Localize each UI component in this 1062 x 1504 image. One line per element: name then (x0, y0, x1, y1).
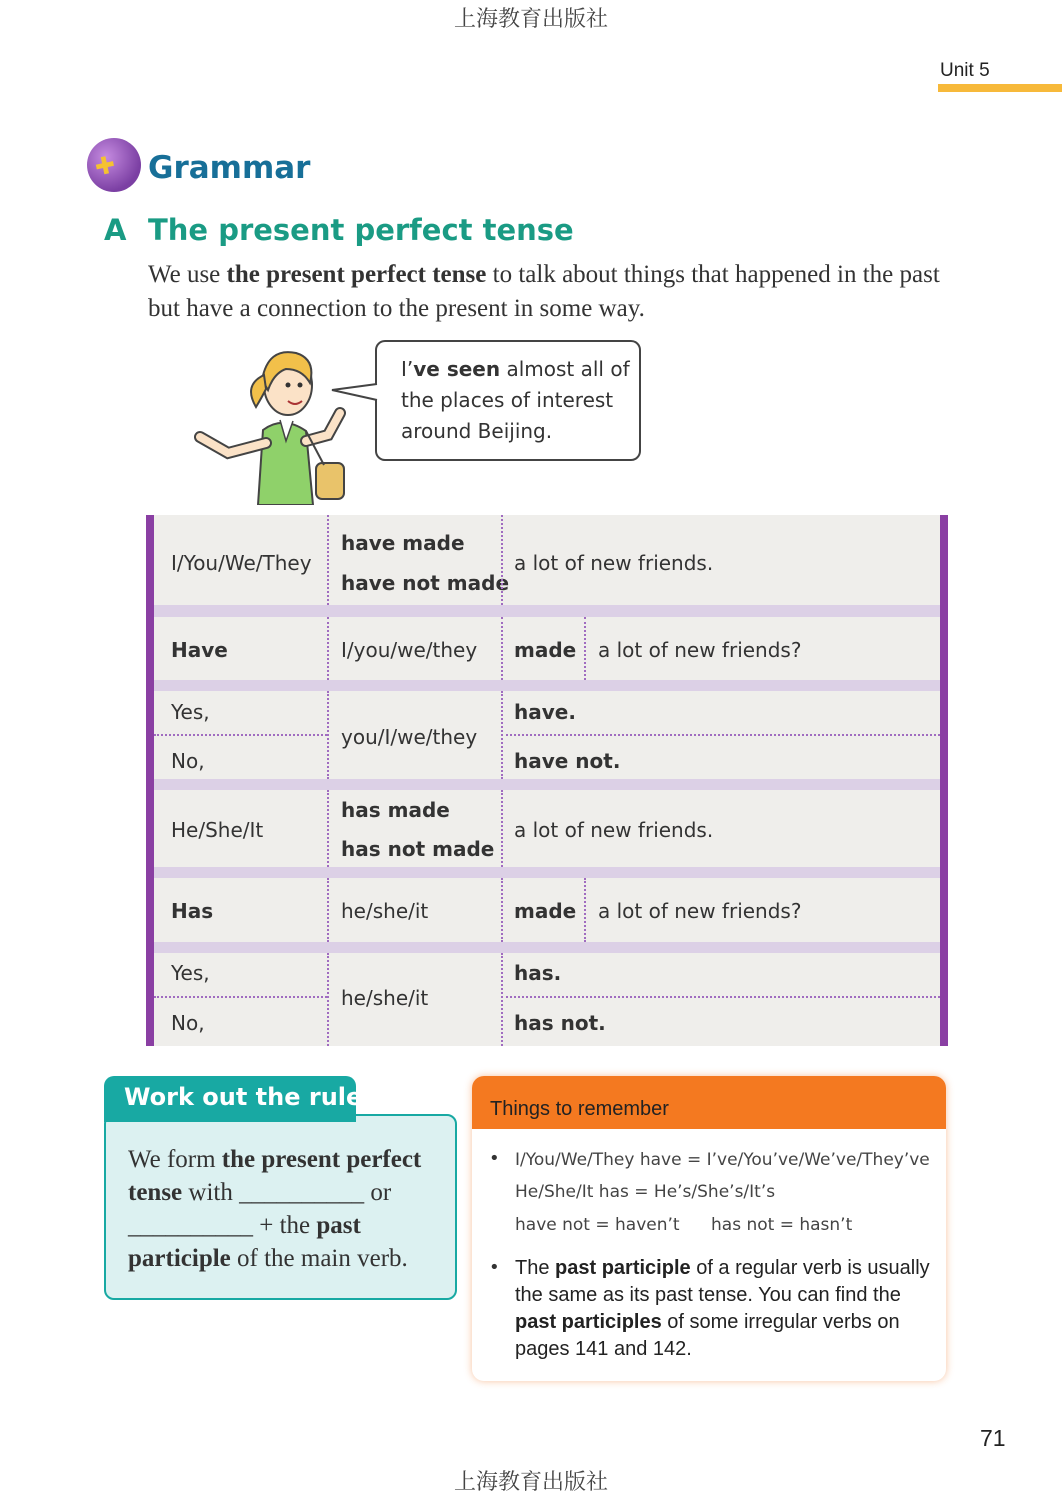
table-divider (327, 953, 329, 1046)
section-title: Grammar (148, 150, 311, 186)
intro-paragraph: We use the present perfect tense to talk about things that happened in the past but have a connection to the present in some way. (148, 261, 940, 322)
unit-bar (938, 84, 1062, 92)
table-cell-verb: have made (341, 531, 465, 555)
girl-illustration (188, 345, 363, 505)
remember-contraction: He/She/It has = He’s/She’s/It’s (515, 1182, 776, 1202)
remember-contraction: have not = haven’t (515, 1215, 680, 1235)
bullet-icon: • (489, 1148, 500, 1169)
table-cell-verb: have not made (341, 571, 510, 595)
table-cell-yes: Yes, (171, 961, 210, 985)
table-left-border (146, 515, 154, 1046)
subsection-title: The present perfect tense (148, 213, 574, 247)
table-cell-answer: have not. (514, 749, 621, 773)
table-cell-verb: has not made (341, 837, 495, 861)
table-divider (584, 617, 586, 680)
table-cell-aux: Has (171, 899, 214, 923)
table-cell-subject: I/You/We/They (171, 551, 312, 575)
table-cell-subject: he/she/it (341, 899, 429, 923)
table-right-border (940, 515, 948, 1046)
table-cell-object: a lot of new friends? (598, 899, 802, 923)
remember-contraction: has not = hasn’t (711, 1215, 853, 1235)
table-cell-subject: He/She/It (171, 818, 264, 842)
table-cell-no: No, (171, 1011, 205, 1035)
remember-contraction: I/You/We/They have = I’ve/You’ve/We’ve/They’ve (515, 1150, 930, 1170)
table-row (154, 878, 940, 942)
table-divider (501, 515, 503, 605)
table-cell-subject: he/she/it (341, 986, 429, 1010)
rule-tab-title: Work out the rule (124, 1083, 363, 1111)
speech-text: I’ve seen almost all of the places of interest around Beijing. (401, 357, 630, 443)
table-divider (584, 878, 586, 942)
watermark-bottom: 上海教育出版社 (453, 1470, 608, 1495)
speech-bubble-tail (330, 382, 380, 404)
table-divider (501, 617, 503, 680)
table-divider (154, 734, 327, 736)
table-row (154, 953, 940, 1046)
table-cell-answer: has not. (514, 1011, 606, 1035)
table-cell-no: No, (171, 749, 205, 773)
table-cell-verb: has made (341, 798, 450, 822)
table-row (154, 790, 940, 867)
table-row (154, 617, 940, 680)
remember-title: Things to remember (490, 1098, 669, 1120)
table-row (154, 691, 940, 779)
table-divider (327, 790, 329, 867)
remember-paragraph: The past participle of a regular verb is usually the same as its past tense. You can find the past participles of some irregular verbs on pages 141 and 142. (515, 1257, 930, 1360)
table-divider (501, 996, 940, 998)
table-divider (327, 691, 329, 779)
table-divider (501, 953, 503, 1046)
table-divider (501, 878, 503, 942)
table-cell-subject: I/you/we/they (341, 638, 478, 662)
table-cell-verb: made (514, 899, 577, 923)
table-cell-object: a lot of new friends. (514, 551, 714, 575)
watermark-top: 上海教育出版社 (453, 7, 608, 32)
table-cell-object: a lot of new friends. (514, 818, 714, 842)
table-divider (327, 617, 329, 680)
rule-text: We form the present perfect tense with __________ or __________ + the past participle of the main verb. (128, 1146, 422, 1272)
table-cell-verb: made (514, 638, 577, 662)
subsection-letter: A (104, 213, 127, 247)
unit-label: Unit 5 (940, 60, 990, 81)
speech-bubble (375, 340, 641, 461)
page-number: 71 (980, 1425, 1006, 1451)
table-cell-yes: Yes, (171, 700, 210, 724)
table-divider (327, 878, 329, 942)
table-cell-aux: Have (171, 638, 228, 662)
table-cell-answer: have. (514, 700, 576, 724)
table-row (154, 515, 940, 605)
table-cell-answer: has. (514, 961, 562, 985)
puzzle-icon: ✚ (87, 138, 141, 192)
table-cell-object: a lot of new friends? (598, 638, 802, 662)
table-divider (327, 515, 329, 605)
table-divider (501, 790, 503, 867)
table-divider (154, 996, 327, 998)
bullet-icon: • (489, 1257, 500, 1278)
table-divider (501, 734, 940, 736)
table-cell-subject: you/I/we/they (341, 725, 478, 749)
